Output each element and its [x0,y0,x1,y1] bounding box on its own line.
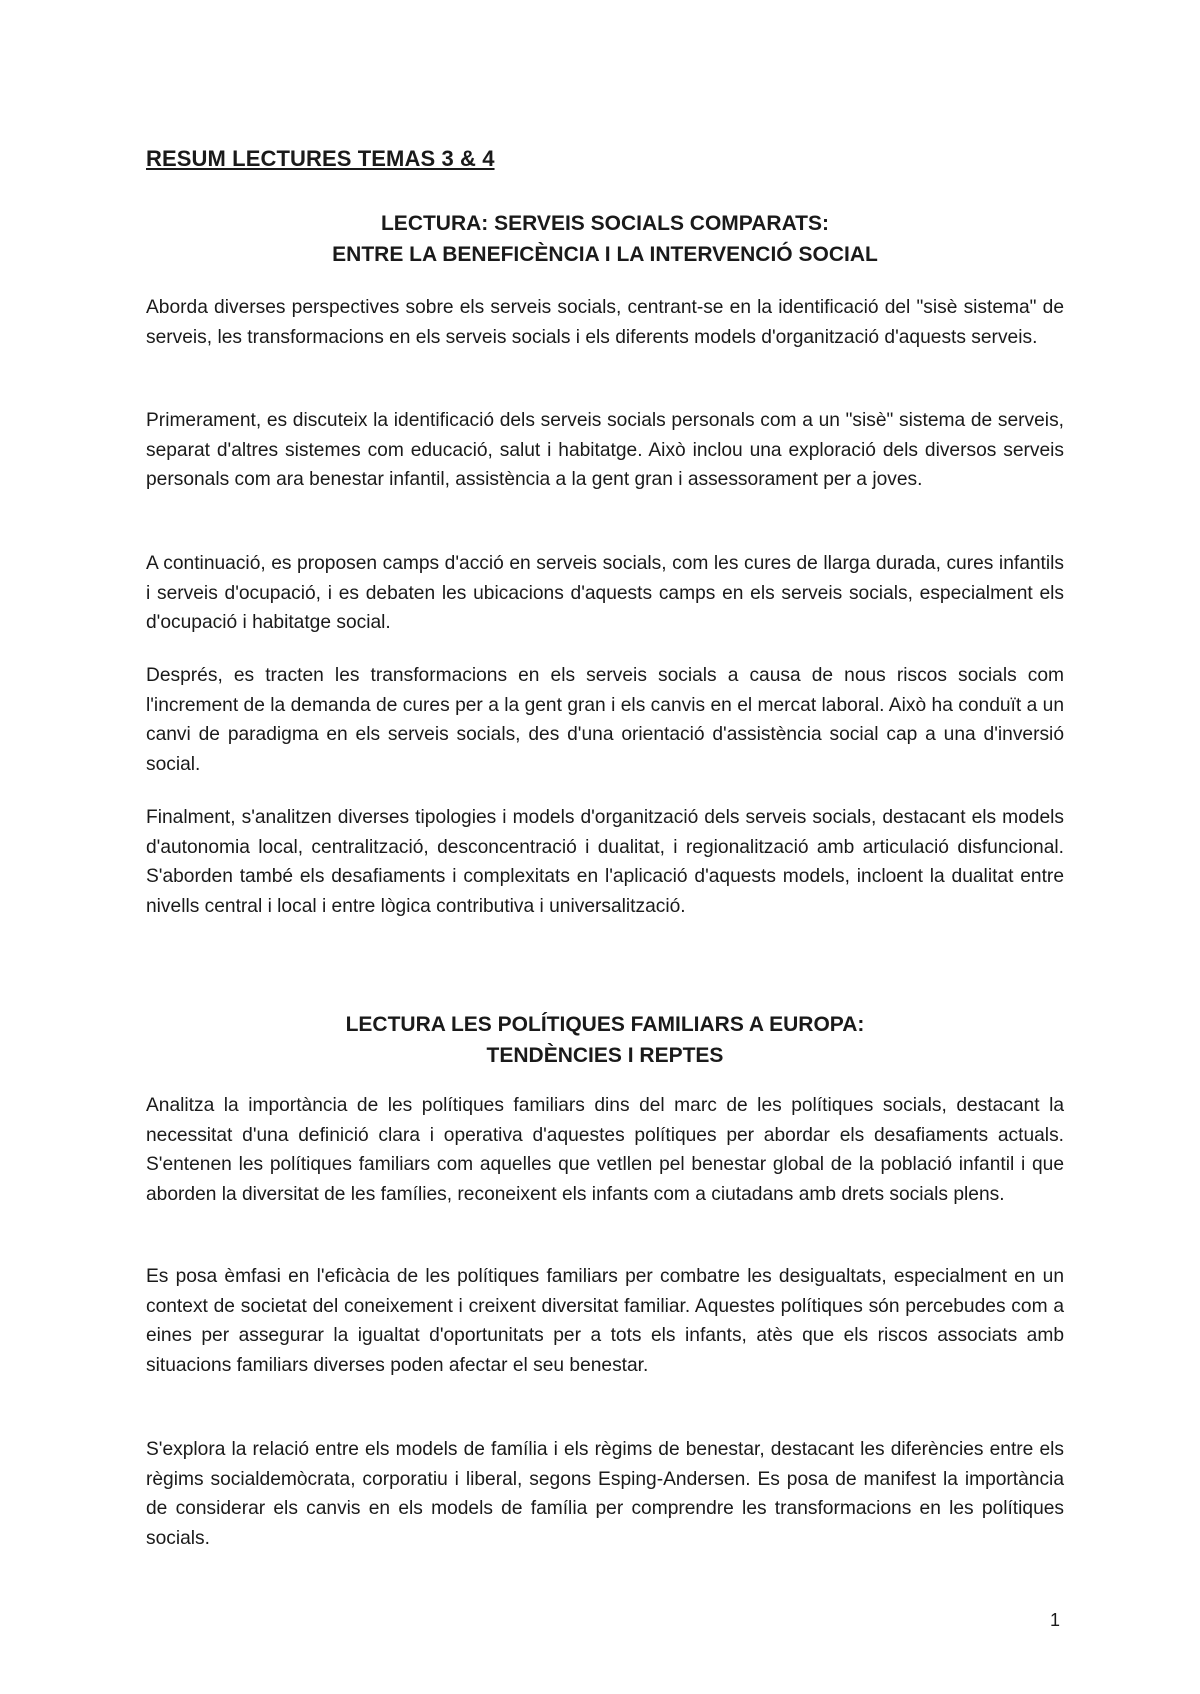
section-heading-line: LECTURA: SERVEIS SOCIALS COMPARATS: [380,212,830,235]
paragraph: A continuació, es proposen camps d'acció en serveis socials, com les cures de llarga durada, cures infantils i serveis d'ocupació, i es debaten les ubicacions d'aquests camps en els serveis socials, especialment els d'ocupació i habitatge social. [146,553,1064,634]
document-page [146,0,1064,1694]
page-number: 1 [1050,1610,1061,1630]
section-heading-line: TENDÈNCIES I REPTES [486,1044,724,1067]
section-heading-serveis-socials [146,208,1064,270]
paragraph: Després, es tracten les transformacions en els serveis socials a causa de nous riscos socials com l'increment de la demanda de cures per a la gent gran i els canvis en el mercat laboral. Això ha conduït a un canvi de paradigma en els serveis socials, des d'una orientació d'assistència social cap a una d'inversió social. [146,665,1064,775]
document-title: RESUM LECTURES TEMAS 3 & 4 [146,146,495,171]
paragraph: Es posa èmfasi en l'eficàcia de les polítiques familiars per combatre les desigualtats, especialment en un context de societat del coneixement i creixent diversitat familiar. Aquestes polítiques són percebudes com a eines per assegurar la igualtat d'oportunitats per a tots els infants, atès que els riscos associats amb situacions familiars diverses poden afectar el seu benestar. [146,1266,1064,1376]
paragraph: Finalment, s'analitzen diverses tipologies i models d'organització dels serveis socials, destacant els models d'autonomia local, centralització, desconcentració i dualitat, i regionalització amb articulació disfuncional. S'aborden també els desafiaments i complexitats en l'aplicació d'aquests models, incloent la dualitat entre nivells central i local i entre lògica contributiva i universalització. [146,807,1064,917]
paragraph: Analitza la importància de les polítiques familiars dins del marc de les polítiques socials, destacant la necessitat d'una definició clara i operativa d'aquestes polítiques per abordar els desafiaments actuals. S'entenen les polítiques familiars com aquelles que vetllen pel benestar global de la població infantil i que aborden la diversitat de les famílies, reconeixent els infants com a ciutadans amb drets socials plens. [146,1095,1064,1205]
section-heading-line: LECTURA LES POLÍTIQUES FAMILIARS A EUROPA: [345,1013,865,1036]
paragraph: Aborda diverses perspectives sobre els serveis socials, centrant-se en la identificació del "sisè sistema" de serveis, les transformacions en els serveis socials i els diferents models d'organització d'aquests serveis. [146,297,1064,348]
paragraph: Primerament, es discuteix la identificació dels serveis socials personals com a un "sisè" sistema de serveis, separat d'altres sistemes com educació, salut i habitatge. Això inclou una exploració dels diversos serveis personals com ara benestar infantil, assistència a la gent gran i assessorament per a joves. [146,410,1064,491]
section-heading-politiques-familiars [146,1009,1064,1071]
section-heading-line: ENTRE LA BENEFICÈNCIA I LA INTERVENCIÓ SOCIAL [332,243,878,266]
paragraph: S'explora la relació entre els models de família i els règims de benestar, destacant les diferències entre els règims socialdemòcrata, corporatiu i liberal, segons Esping-Andersen. Es posa de manifest la importància de considerar els canvis en els models de família per comprendre les transformacions en les polítiques socials. [146,1439,1064,1549]
